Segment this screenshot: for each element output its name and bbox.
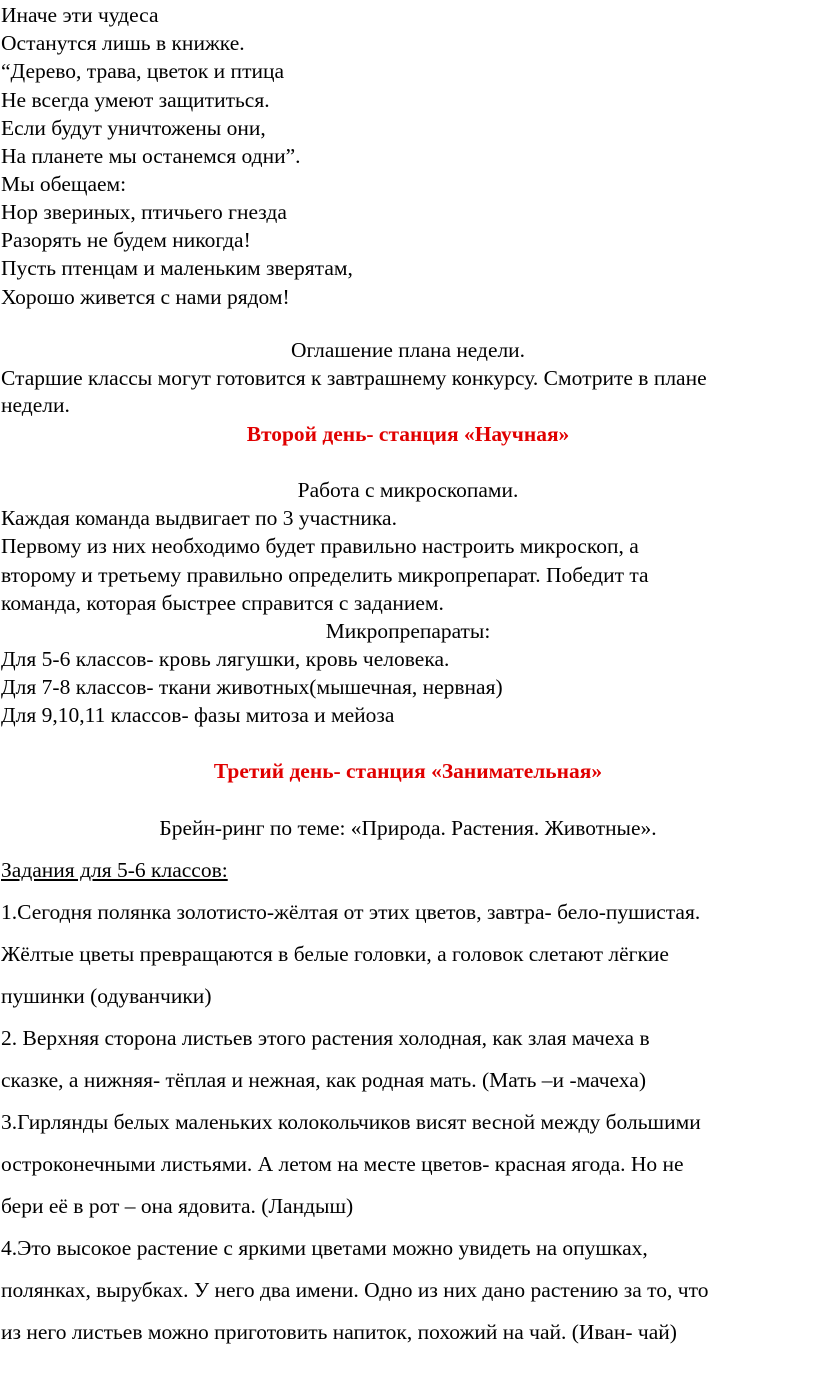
task-line: полянках, вырубках. У него два имени. Одно из них дано растению за то, что [1,1278,709,1302]
preparations-heading: Микропрепараты: [325,619,491,643]
task-line: сказке, а нижняя- тёплая и нежная, как родная мать. (Мать –и -мачеха) [1,1068,646,1092]
preparation-item: Для 5-6 классов- кровь лягушки, кровь человека. [1,647,450,671]
day3-subheading: Брейн-ринг по теме: «Природа. Растения. Животные». [159,816,657,840]
day3-title: Третий день- станция «Занимательная» [213,759,603,783]
poem-line: Не всегда умеют защититься. [1,88,270,112]
day2-title: Второй день- станция «Научная» [246,422,570,446]
task-line: 2. Верхняя сторона листьев этого растения холодная, как злая мачеха в [1,1026,650,1050]
tasks-heading: Задания для 5-6 классов: [1,858,228,882]
day2-line: второму и третьему правильно определить микропрепарат. Победит та [1,563,649,587]
day2-line: команда, которая быстрее справится с заданием. [1,591,444,615]
poem-line: Мы обещаем: [1,172,127,196]
day2-line: Первому из них необходимо будет правильно настроить микроскоп, а [1,534,639,558]
announcement-line: Старшие классы могут готовится к завтрашнему конкурсу. Смотрите в плане [1,366,707,390]
task-line: бери её в рот – она ядовита. (Ландыш) [1,1194,354,1218]
poem-line: На планете мы останемся одни”. [1,144,301,168]
announcement-heading: Оглашение плана недели. [290,338,526,362]
poem-line: Нор звериных, птичьего гнезда [1,200,287,224]
task-line: 3.Гирлянды белых маленьких колокольчиков висят весной между большими [1,1110,701,1134]
preparation-item: Для 7-8 классов- ткани животных(мышечная, нервная) [1,675,503,699]
task-line: пушинки (одуванчики) [1,984,212,1008]
poem-line: Хорошо живется с нами рядом! [1,285,290,309]
task-line: 1.Сегодня полянка золотисто-жёлтая от этих цветов, завтра- бело-пушистая. [1,900,701,924]
task-line: остроконечными листьями. А летом на месте цветов- красная ягода. Но не [1,1152,684,1176]
poem-line: “Дерево, трава, цветок и птица [1,59,285,83]
poem-line: Если будут уничтожены они, [1,116,266,140]
task-line: 4.Это высокое растение с яркими цветами можно увидеть на опушках, [1,1236,648,1260]
task-line: Жёлтые цветы превращаются в белые головки, а головок слетают лёгкие [1,942,669,966]
day2-subheading: Работа с микроскопами. [297,478,519,502]
poem-line: Разорять не будем никогда! [1,228,251,252]
poem-line: Пусть птенцам и маленьким зверятам, [1,256,353,280]
poem-line: Иначе эти чудеса [1,3,159,27]
poem-line: Останутся лишь в книжке. [1,31,245,55]
task-line: из него листьев можно приготовить напиток, похожий на чай. (Иван- чай) [1,1320,677,1344]
day2-line: Каждая команда выдвигает по 3 участника. [1,506,397,530]
preparation-item: Для 9,10,11 классов- фазы митоза и мейоза [1,703,395,727]
announcement-line: недели. [1,393,70,417]
